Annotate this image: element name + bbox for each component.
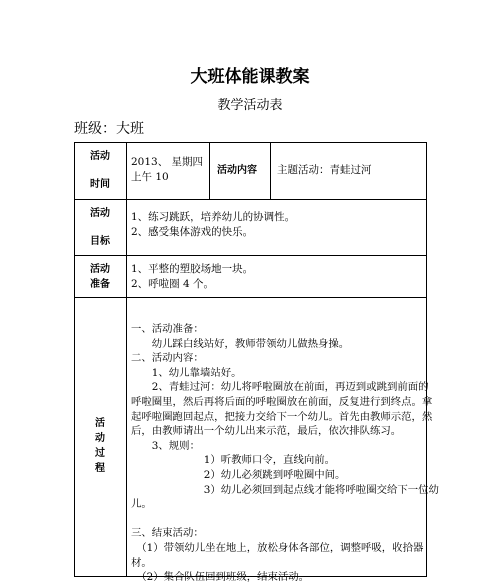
row2-label-line2: 目标 xyxy=(90,236,110,247)
goal-line: 1、练习跳跃，培养幼儿的协调性。 xyxy=(131,211,296,223)
row3-label-cell xyxy=(74,255,127,298)
prep-line: 2、呼啦圈 4 个。 xyxy=(131,278,215,290)
row4-label-cell xyxy=(74,297,127,577)
row2-label-cell xyxy=(74,199,127,256)
row1-time-line1: 2013、 星期四 xyxy=(131,156,204,168)
row1-time-line2: 上午 10 xyxy=(131,171,169,183)
process-line: 2）幼儿必须跳到呼啦圈中间。 xyxy=(131,468,346,481)
process-line: 1）听教师口令，直线向前。 xyxy=(131,454,336,467)
row1-label-line1: 活动 xyxy=(90,151,110,162)
row1-topic: 主题活动：青蛙过河 xyxy=(277,164,372,176)
row1-content-label: 活动内容 xyxy=(217,165,257,176)
process-line: 呼啦圈里，然后再将后面的呼啦圈放在前面，反复进行到终点。拿 xyxy=(131,395,433,408)
row2-content-cell xyxy=(126,199,427,256)
process-line: 起呼啦圈跑回起点，把接力交给下一个幼儿。首先由教师示范，然 xyxy=(131,410,433,423)
process-line: 后，由教师请出一个幼儿出来示范，最后，依次排队练习。 xyxy=(131,425,402,438)
process-line: （1）带领幼儿坐在地上，放松身体各部位，调整呼吸，收拾器 xyxy=(131,541,424,554)
document-title: 大班体能课教案 xyxy=(190,67,310,87)
process-line: 材。 xyxy=(131,556,152,569)
row4-label-char: 过 xyxy=(95,448,105,459)
document-subtitle: 教学活动表 xyxy=(217,98,283,113)
class-line: 班级：大班 xyxy=(74,121,144,137)
row3-label-line2: 准备 xyxy=(90,279,110,290)
row3-label-line1: 活动 xyxy=(90,264,110,275)
row2-label-line1: 活动 xyxy=(90,208,110,219)
row4-label-char: 动 xyxy=(95,433,105,444)
process-line: （2）集合队伍回到班级，结束活动。 xyxy=(131,571,310,584)
process-line: 一、活动准备： xyxy=(131,323,204,335)
process-line: 三、结束活动： xyxy=(131,527,204,540)
process-line: 儿。 xyxy=(131,498,152,511)
process-line: 3）幼儿必须回到起点线才能将呼啦圈交给下一位幼 xyxy=(131,483,439,496)
process-line xyxy=(131,512,426,527)
process-line: 3、规则： xyxy=(131,439,200,452)
row3-content-cell xyxy=(126,255,427,298)
row4-label-char: 活 xyxy=(95,418,105,429)
process-line: 幼儿踩白线站好，教师带领幼儿做热身操。 xyxy=(131,337,350,350)
prep-line: 1、平整的塑胶场地一块。 xyxy=(131,263,254,275)
row4-label-char: 程 xyxy=(95,463,105,474)
process-line: 1、幼儿靠墙站好。 xyxy=(131,366,242,379)
row1-content-label-cell xyxy=(209,142,271,200)
row1-label-line2: 时间 xyxy=(90,179,110,190)
process-line: 二、活动内容： xyxy=(131,352,204,365)
row4-content-cell xyxy=(126,297,439,584)
row1-label-cell xyxy=(74,142,127,200)
goal-line: 2、感受集体游戏的快乐。 xyxy=(131,226,254,238)
row1-time-cell xyxy=(126,142,210,200)
row1-topic-cell xyxy=(270,142,427,200)
process-line: 2、青蛙过河：幼儿将呼啦圈放在前面，再迈到或跳到前面的 xyxy=(131,381,429,394)
